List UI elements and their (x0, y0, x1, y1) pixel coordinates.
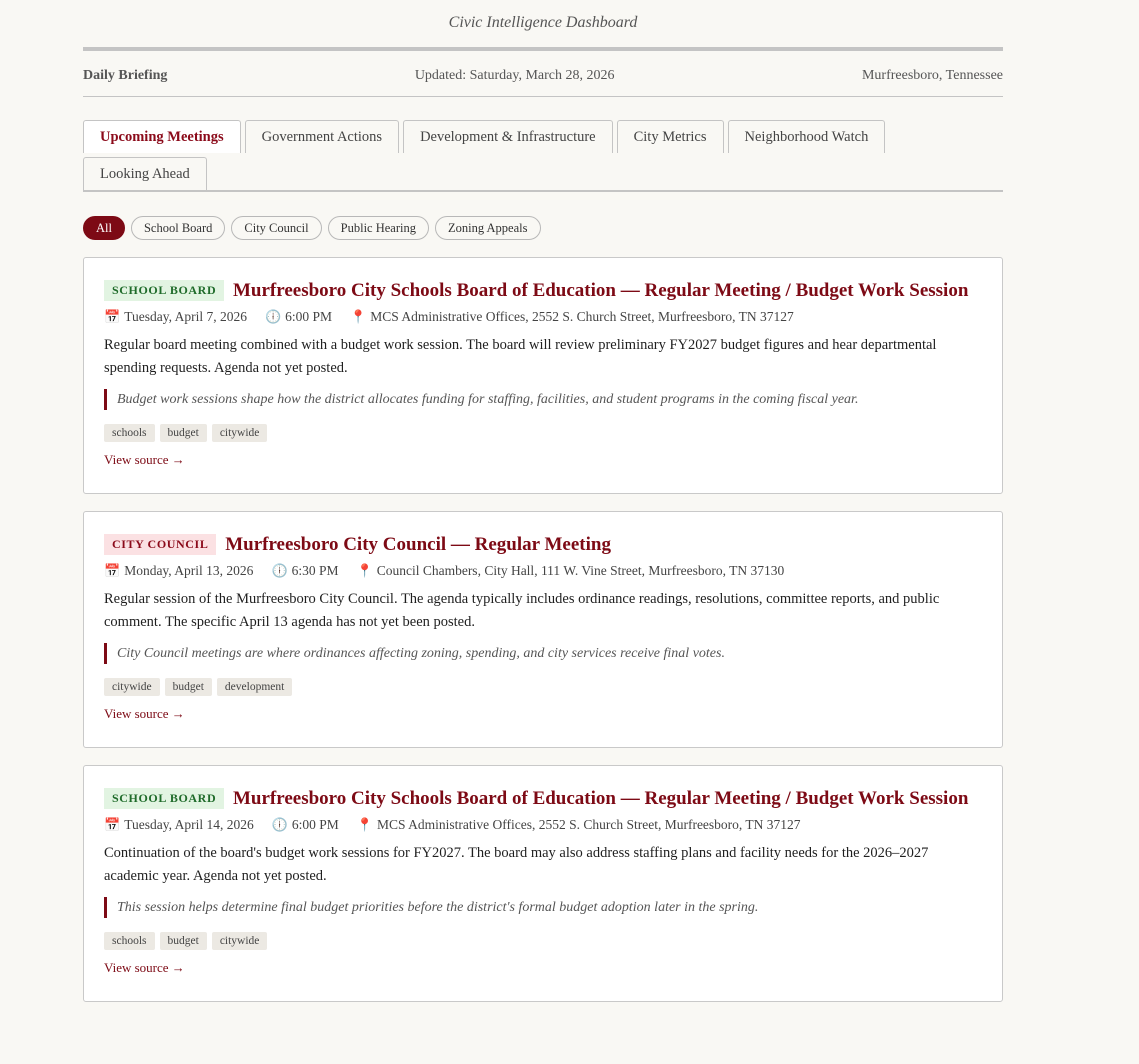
tag: citywide (212, 424, 268, 442)
meeting-location: Council Chambers, City Hall, 111 W. Vine Street, Murfreesboro, TN 37130 (376, 563, 785, 578)
meeting-title: Murfreesboro City Council — Regular Meeting (225, 534, 611, 555)
meeting-location: MCS Administrative Offices, 2552 S. Church Street, Murfreesboro, TN 37127 (376, 817, 801, 832)
filter-city-council[interactable]: City Council (231, 216, 321, 240)
tag: budget (160, 932, 207, 950)
meeting-description: Regular board meeting combined with a budget work session. The board will review preliminary FY2027 budget figures and hear departmental spending requests. Agenda not yet posted. (104, 337, 937, 376)
tag: development (217, 678, 292, 696)
calendar-icon: 📅 (104, 817, 121, 832)
tab-upcoming-meetings[interactable]: Upcoming Meetings (83, 120, 241, 153)
meeting-card (83, 765, 1003, 1002)
meeting-title-row (104, 786, 982, 812)
tag: schools (104, 932, 155, 950)
filter-school-board[interactable]: School Board (131, 216, 225, 240)
tab-government-actions[interactable]: Government Actions (245, 120, 399, 153)
filter-zoning-appeals[interactable]: Zoning Appeals (435, 216, 541, 240)
meeting-meta (104, 817, 982, 833)
clock-icon: 🕕 (271, 563, 288, 578)
meeting-location: MCS Administrative Offices, 2552 S. Church Street, Murfreesboro, TN 37127 (370, 309, 794, 324)
filter-public-hearing[interactable]: Public Hearing (328, 216, 429, 240)
tab-city-metrics[interactable]: City Metrics (617, 120, 724, 153)
meeting-date: Tuesday, April 14, 2026 (124, 817, 254, 832)
meeting-title-row (104, 532, 982, 558)
updated-date: Updated: Saturday, March 28, 2026 (414, 67, 615, 83)
meeting-note: This session helps determine final budget priorities before the district's formal budget adoption later in the spring. (104, 897, 982, 918)
tag: budget (160, 424, 207, 442)
filter-all[interactable]: All (83, 216, 125, 240)
tab-neighborhood-watch[interactable]: Neighborhood Watch (728, 120, 886, 153)
location-label: Murfreesboro, Tennessee (861, 67, 1003, 83)
meeting-card (83, 257, 1003, 494)
site-title: Civic Intelligence Dashboard (83, 0, 1003, 51)
location-pin-icon: 📍 (356, 563, 373, 578)
calendar-icon: 📅 (104, 309, 121, 324)
meeting-title-row (104, 278, 982, 304)
filter-pills (83, 216, 1003, 240)
dashboard (83, 0, 1003, 1002)
calendar-icon: 📅 (104, 563, 121, 578)
tab-looking-ahead[interactable]: Looking Ahead (83, 157, 207, 190)
meeting-title: Murfreesboro City Schools Board of Education — Regular Meeting / Budget Work Session (232, 280, 969, 301)
tag-list (104, 678, 982, 696)
meeting-description: Regular session of the Murfreesboro City Council. The agenda typically includes ordinance readings, resolutions, committee reports, and public comment. The specific April 13 agenda has not yet been posted. (104, 591, 940, 630)
view-source-link[interactable]: View source → (104, 960, 185, 975)
meeting-meta (104, 563, 982, 579)
tag-list (104, 932, 982, 950)
tag: schools (104, 424, 155, 442)
meeting-title: Murfreesboro City Schools Board of Education — Regular Meeting / Budget Work Session (232, 788, 969, 809)
category-badge: CITY COUNCIL (104, 534, 216, 555)
meeting-meta (104, 309, 982, 325)
meeting-note: Budget work sessions shape how the district allocates funding for staffing, facilities, and student programs in the coming fiscal year. (104, 389, 982, 410)
clock-icon: 🕕 (264, 309, 282, 324)
category-badge: SCHOOL BOARD (104, 788, 224, 809)
tab-bar (83, 120, 1003, 192)
category-badge: SCHOOL BOARD (104, 280, 224, 301)
tag: citywide (212, 932, 268, 950)
location-pin-icon: 📍 (350, 309, 367, 324)
tag: citywide (104, 678, 160, 696)
meeting-time: 6:30 PM (291, 563, 339, 578)
tag-list (104, 424, 982, 442)
location-pin-icon: 📍 (356, 817, 373, 832)
tag: budget (165, 678, 212, 696)
meeting-date: Monday, April 13, 2026 (124, 563, 254, 578)
tab-development-infrastructure[interactable]: Development & Infrastructure (403, 120, 613, 153)
meeting-time: 6:00 PM (285, 309, 333, 324)
meeting-date: Tuesday, April 7, 2026 (124, 309, 247, 324)
meeting-description: Continuation of the board's budget work sessions for FY2027. The board may also address staffing plans and facility needs for the 2026–2027 academic year. Agenda not yet posted. (104, 845, 929, 884)
clock-icon: 🕕 (271, 817, 288, 832)
meeting-note: City Council meetings are where ordinances affecting zoning, spending, and city services receive final votes. (104, 643, 982, 664)
view-source-link[interactable]: View source → (104, 706, 185, 721)
meeting-time: 6:00 PM (291, 817, 339, 832)
view-source-link[interactable]: View source → (104, 452, 185, 467)
briefing-label: Daily Briefing (83, 67, 168, 83)
meeting-card (83, 511, 1003, 748)
briefing-bar (83, 51, 1003, 97)
